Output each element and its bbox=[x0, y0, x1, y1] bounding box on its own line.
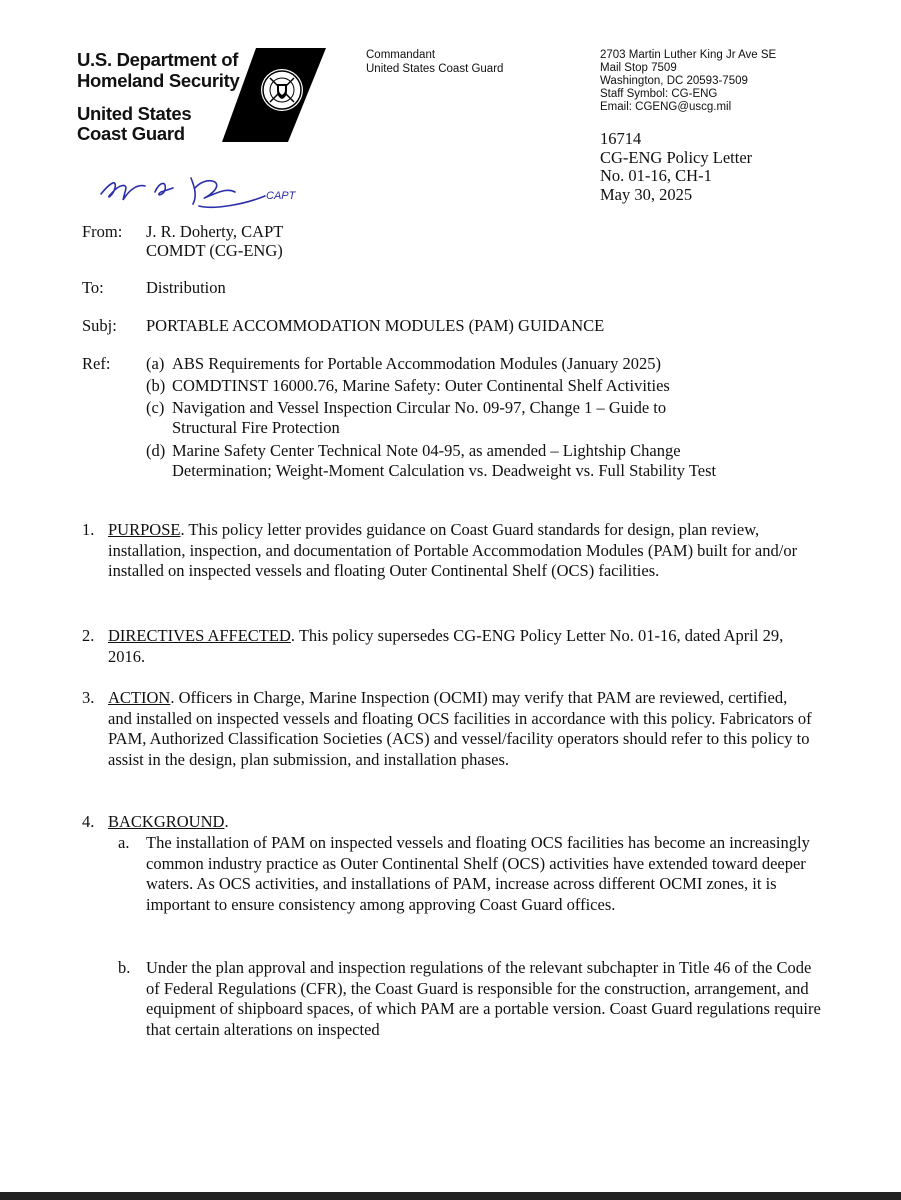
signature-text: CAPT bbox=[266, 190, 296, 202]
department-line-2: Homeland Security bbox=[77, 70, 240, 91]
to-label: To: bbox=[82, 278, 104, 297]
section-number: 2. bbox=[82, 626, 95, 645]
page-bottom-edge bbox=[0, 1192, 901, 1200]
reference-text: COMDTINST 16000.76, Marine Safety: Outer Continental Shelf Activities bbox=[172, 376, 670, 395]
background-item-b bbox=[118, 958, 828, 1040]
letter-number: No. 01-16, CH-1 bbox=[600, 166, 712, 185]
section-background bbox=[82, 812, 812, 833]
to-value: Distribution bbox=[146, 278, 226, 297]
from-label: From: bbox=[82, 222, 123, 241]
section-number: 3. bbox=[82, 688, 95, 707]
reference-text: Navigation and Vessel Inspection Circular No. 09-97, Change 1 – Guide to bbox=[172, 398, 667, 417]
commandant-block bbox=[366, 49, 503, 76]
reference-text: ABS Requirements for Portable Accommodation Modules (January 2025) bbox=[172, 354, 661, 373]
section-purpose bbox=[82, 520, 812, 582]
email-address: Email: CGENG@uscg.mil bbox=[600, 101, 732, 113]
service-line-2: Coast Guard bbox=[77, 123, 185, 144]
section-text: . This policy supersedes CG-ENG Policy Letter No. 01-16, dated April 29, 2016. bbox=[108, 626, 784, 666]
reference-label: Ref: bbox=[82, 354, 111, 373]
reference-text-continued: Structural Fire Protection bbox=[172, 417, 340, 437]
section-text: . bbox=[224, 812, 229, 831]
section-number: 4. bbox=[82, 812, 95, 831]
from-value bbox=[146, 222, 283, 260]
subsection-tag: a. bbox=[118, 833, 130, 852]
reference-text: Marine Safety Center Technical Note 04-95, as amended – Lightship Change bbox=[172, 441, 681, 460]
ssic-block bbox=[600, 130, 752, 204]
section-action bbox=[82, 688, 812, 770]
reference-tag: (d) bbox=[146, 441, 166, 460]
coast-guard-emblem-icon bbox=[222, 44, 342, 144]
section-number: 1. bbox=[82, 520, 95, 539]
letter-date: May 30, 2025 bbox=[600, 184, 693, 204]
subsection-text: The installation of PAM on inspected vessels and floating OCS facilities has become an increasingly common industry practice as Outer Continental Shelf (OCS) activities have extended toward deeper waters. As OCS activities, and installations of PAM, increase across different OCMI zones, it is important to ensure consistency among approving Coast Guard offices. bbox=[146, 833, 810, 914]
subsection-tag: b. bbox=[118, 958, 131, 977]
reference-text-continued: Determination; Weight-Moment Calculation vs. Deadweight vs. Full Stability Test bbox=[172, 460, 717, 480]
reference-tag: (b) bbox=[146, 376, 166, 395]
background-item-a bbox=[118, 833, 828, 915]
ssic-code: 16714 bbox=[600, 129, 642, 148]
reference-item bbox=[146, 441, 796, 480]
subject-value: PORTABLE ACCOMMODATION MODULES (PAM) GUIDANCE bbox=[146, 316, 605, 335]
reference-item bbox=[146, 376, 796, 396]
section-heading: DIRECTIVES AFFECTED bbox=[108, 626, 291, 645]
letter-series: CG-ENG Policy Letter bbox=[600, 147, 753, 167]
commandant-line-1: Commandant bbox=[366, 49, 436, 61]
reference-item bbox=[146, 398, 796, 437]
subsection-text: Under the plan approval and inspection regulations of the relevant subchapter in Title 46 of the Code of Federal Regulations (CFR), the Coast Guard is responsible for the construction, arrangement, and equipment of shipboard spaces, of which PAM are a portable version. Coast Guard regulations require that certain alterations on inspected bbox=[146, 958, 821, 1039]
department-name bbox=[77, 49, 239, 91]
reference-item bbox=[146, 354, 796, 374]
reference-tag: (c) bbox=[146, 398, 165, 417]
commandant-line-2: United States Coast Guard bbox=[366, 62, 504, 75]
signature bbox=[95, 166, 355, 216]
from-name: J. R. Doherty, CAPT bbox=[146, 222, 284, 241]
section-text: . This policy letter provides guidance on Coast Guard standards for design, plan review, installation, inspection, and documentation of Portable Accommodation Modules (PAM) built for and/or installed on inspected vessels and floating Outer Continental Shelf (OCS) facilities. bbox=[108, 520, 798, 580]
section-text: . Officers in Charge, Marine Inspection (OCMI) may verify that PAM are reviewed, certified, and installed on inspected vessels and floating OCS facilities in accordance with this policy. Fabricators of PAM, Authorized Classification Societies (ACS) and vessel/facility operators should refer to this policy to assist in the design, plan submission, and installation phases. bbox=[108, 688, 812, 769]
department-line-1: U.S. Department of bbox=[77, 49, 239, 70]
from-office: COMDT (CG-ENG) bbox=[146, 241, 283, 260]
section-directives-affected bbox=[82, 626, 812, 667]
address-line: Washington, DC 20593-7509 bbox=[600, 75, 748, 87]
subject-label: Subj: bbox=[82, 316, 117, 335]
service-name bbox=[77, 104, 191, 144]
address-line: Mail Stop 7509 bbox=[600, 62, 677, 74]
address-line: 2703 Martin Luther King Jr Ave SE bbox=[600, 49, 777, 61]
section-heading: BACKGROUND bbox=[108, 812, 225, 831]
address-block bbox=[600, 49, 776, 114]
section-heading: ACTION bbox=[108, 688, 171, 707]
section-heading: PURPOSE bbox=[108, 520, 181, 539]
reference-tag: (a) bbox=[146, 354, 165, 373]
service-line-1: United States bbox=[77, 103, 192, 124]
staff-symbol: Staff Symbol: CG-ENG bbox=[600, 88, 718, 100]
